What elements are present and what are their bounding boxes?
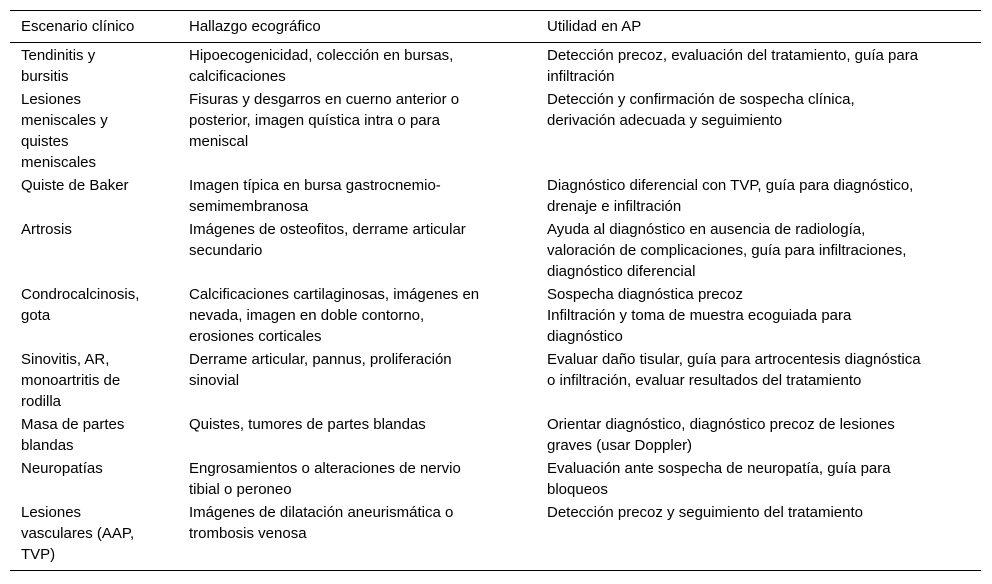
scenario-cell xyxy=(10,349,178,412)
utility-cell xyxy=(536,89,981,173)
finding-text-line: tibial o peroneo xyxy=(189,481,292,498)
scenario-text-line: Tendinitis y xyxy=(21,47,96,64)
finding-text-line: Quistes, tumores de partes blandas xyxy=(189,416,426,433)
finding-text-line: Calcificaciones cartilaginosas, imágenes en xyxy=(189,286,480,303)
scenario-text-line: monoartritis de xyxy=(21,372,121,389)
finding-text-line: secundario xyxy=(189,242,263,259)
scenario-text-line: Lesiones xyxy=(21,91,82,108)
finding-text-line: Imágenes de dilatación aneurismática o xyxy=(189,504,454,521)
finding-text-line: semimembranosa xyxy=(189,198,309,215)
table-header-row xyxy=(10,11,981,43)
finding-text-line: trombosis venosa xyxy=(189,525,307,542)
scenario-text-line: vasculares (AAP, xyxy=(21,525,135,542)
utility-text-line: infiltración xyxy=(547,68,615,85)
table-row xyxy=(10,89,981,173)
utility-text-line: valoración de complicaciones, guía para infiltraciones, xyxy=(547,242,907,259)
table-row xyxy=(10,219,981,282)
scenario-cell xyxy=(10,45,178,87)
table-row xyxy=(10,414,981,456)
scenario-text-line: blandas xyxy=(21,437,74,454)
scenario-cell xyxy=(10,414,178,456)
scenario-text-line: Lesiones xyxy=(21,504,82,521)
finding-cell xyxy=(178,45,536,87)
utility-cell xyxy=(536,349,981,412)
finding-text-line: sinovial xyxy=(189,372,240,389)
scenario-cell xyxy=(10,284,178,347)
scenario-cell xyxy=(10,502,178,565)
finding-text-line: calcificaciones xyxy=(189,68,286,85)
finding-cell xyxy=(178,414,536,456)
utility-text-line: Infiltración y toma de muestra ecoguiada para xyxy=(547,307,852,324)
finding-cell xyxy=(178,458,536,500)
finding-text-line: erosiones corticales xyxy=(189,328,322,345)
finding-cell xyxy=(178,89,536,173)
table-row xyxy=(10,45,981,87)
utility-cell xyxy=(536,458,981,500)
utility-text-line: diagnóstico diferencial xyxy=(547,263,696,280)
utility-text-line: Detección y confirmación de sospecha clínica, xyxy=(547,91,855,108)
utility-text-line: derivación adecuada y seguimiento xyxy=(547,112,783,129)
scenario-cell xyxy=(10,458,178,500)
finding-text-line: Hipoecogenicidad, colección en bursas, xyxy=(189,47,454,64)
table-row xyxy=(10,175,981,217)
utility-text-line: Detección precoz, evaluación del tratamiento, guía para xyxy=(547,47,919,64)
finding-cell xyxy=(178,349,536,412)
finding-text-line: nevada, imagen en doble contorno, xyxy=(189,307,425,324)
table-row xyxy=(10,502,981,565)
scenario-cell xyxy=(10,89,178,173)
header-scenario: Escenario clínico xyxy=(21,18,135,35)
scenario-text-line: Neuropatías xyxy=(21,460,103,477)
finding-cell xyxy=(178,219,536,282)
finding-text-line: meniscal xyxy=(189,133,249,150)
utility-cell xyxy=(536,502,981,565)
scenario-text-line: bursitis xyxy=(21,68,69,85)
utility-text-line: Ayuda al diagnóstico en ausencia de radiología, xyxy=(547,221,866,238)
scenario-text-line: rodilla xyxy=(21,393,62,410)
utility-text-line: Diagnóstico diferencial con TVP, guía para diagnóstico, xyxy=(547,177,914,194)
utility-text-line: bloqueos xyxy=(547,481,608,498)
utility-text-line: Orientar diagnóstico, diagnóstico precoz de lesiones xyxy=(547,416,895,433)
scenario-text-line: Condrocalcinosis, xyxy=(21,286,140,303)
finding-text-line: Engrosamientos o alteraciones de nervio xyxy=(189,460,461,477)
utility-cell xyxy=(536,414,981,456)
scenario-text-line: meniscales y xyxy=(21,112,108,129)
table-row xyxy=(10,349,981,412)
header-utility: Utilidad en AP xyxy=(547,18,642,35)
scenario-text-line: quistes xyxy=(21,133,69,150)
utility-cell xyxy=(536,284,981,347)
finding-cell xyxy=(178,284,536,347)
utility-text-line: diagnóstico xyxy=(547,328,623,345)
scenario-cell xyxy=(10,175,178,217)
utility-text-line: o infiltración, evaluar resultados del tratamiento xyxy=(547,372,862,389)
scenario-text-line: meniscales xyxy=(21,154,97,171)
header-finding: Hallazgo ecográfico xyxy=(189,18,321,35)
finding-text-line: Imagen típica en bursa gastrocnemio- xyxy=(189,177,441,194)
scenario-text-line: Artrosis xyxy=(21,221,72,238)
utility-text-line: Sospecha diagnóstica precoz xyxy=(547,286,743,303)
scenario-text-line: TVP) xyxy=(21,546,56,563)
scenario-text-line: Sinovitis, AR, xyxy=(21,351,110,368)
utility-cell xyxy=(536,45,981,87)
finding-text-line: Fisuras y desgarros en cuerno anterior o xyxy=(189,91,460,108)
scenario-text-line: gota xyxy=(21,307,51,324)
table-body xyxy=(10,43,981,570)
utility-cell xyxy=(536,175,981,217)
scenario-text-line: Masa de partes xyxy=(21,416,125,433)
utility-text-line: Evaluación ante sospecha de neuropatía, guía para xyxy=(547,460,891,477)
finding-cell xyxy=(178,502,536,565)
ultrasound-table xyxy=(10,10,981,571)
finding-cell xyxy=(178,175,536,217)
finding-text-line: Derrame articular, pannus, proliferación xyxy=(189,351,452,368)
utility-cell xyxy=(536,219,981,282)
table-row xyxy=(10,458,981,500)
finding-text-line: posterior, imagen quística intra o para xyxy=(189,112,440,129)
utility-text-line: Evaluar daño tisular, guía para artrocentesis diagnóstica xyxy=(547,351,921,368)
scenario-cell xyxy=(10,219,178,282)
scenario-text-line: Quiste de Baker xyxy=(21,177,129,194)
finding-text-line: Imágenes de osteofitos, derrame articular xyxy=(189,221,466,238)
utility-text-line: Detección precoz y seguimiento del tratamiento xyxy=(547,504,863,521)
utility-text-line: graves (usar Doppler) xyxy=(547,437,693,454)
utility-text-line: drenaje e infiltración xyxy=(547,198,682,215)
table-row xyxy=(10,284,981,347)
